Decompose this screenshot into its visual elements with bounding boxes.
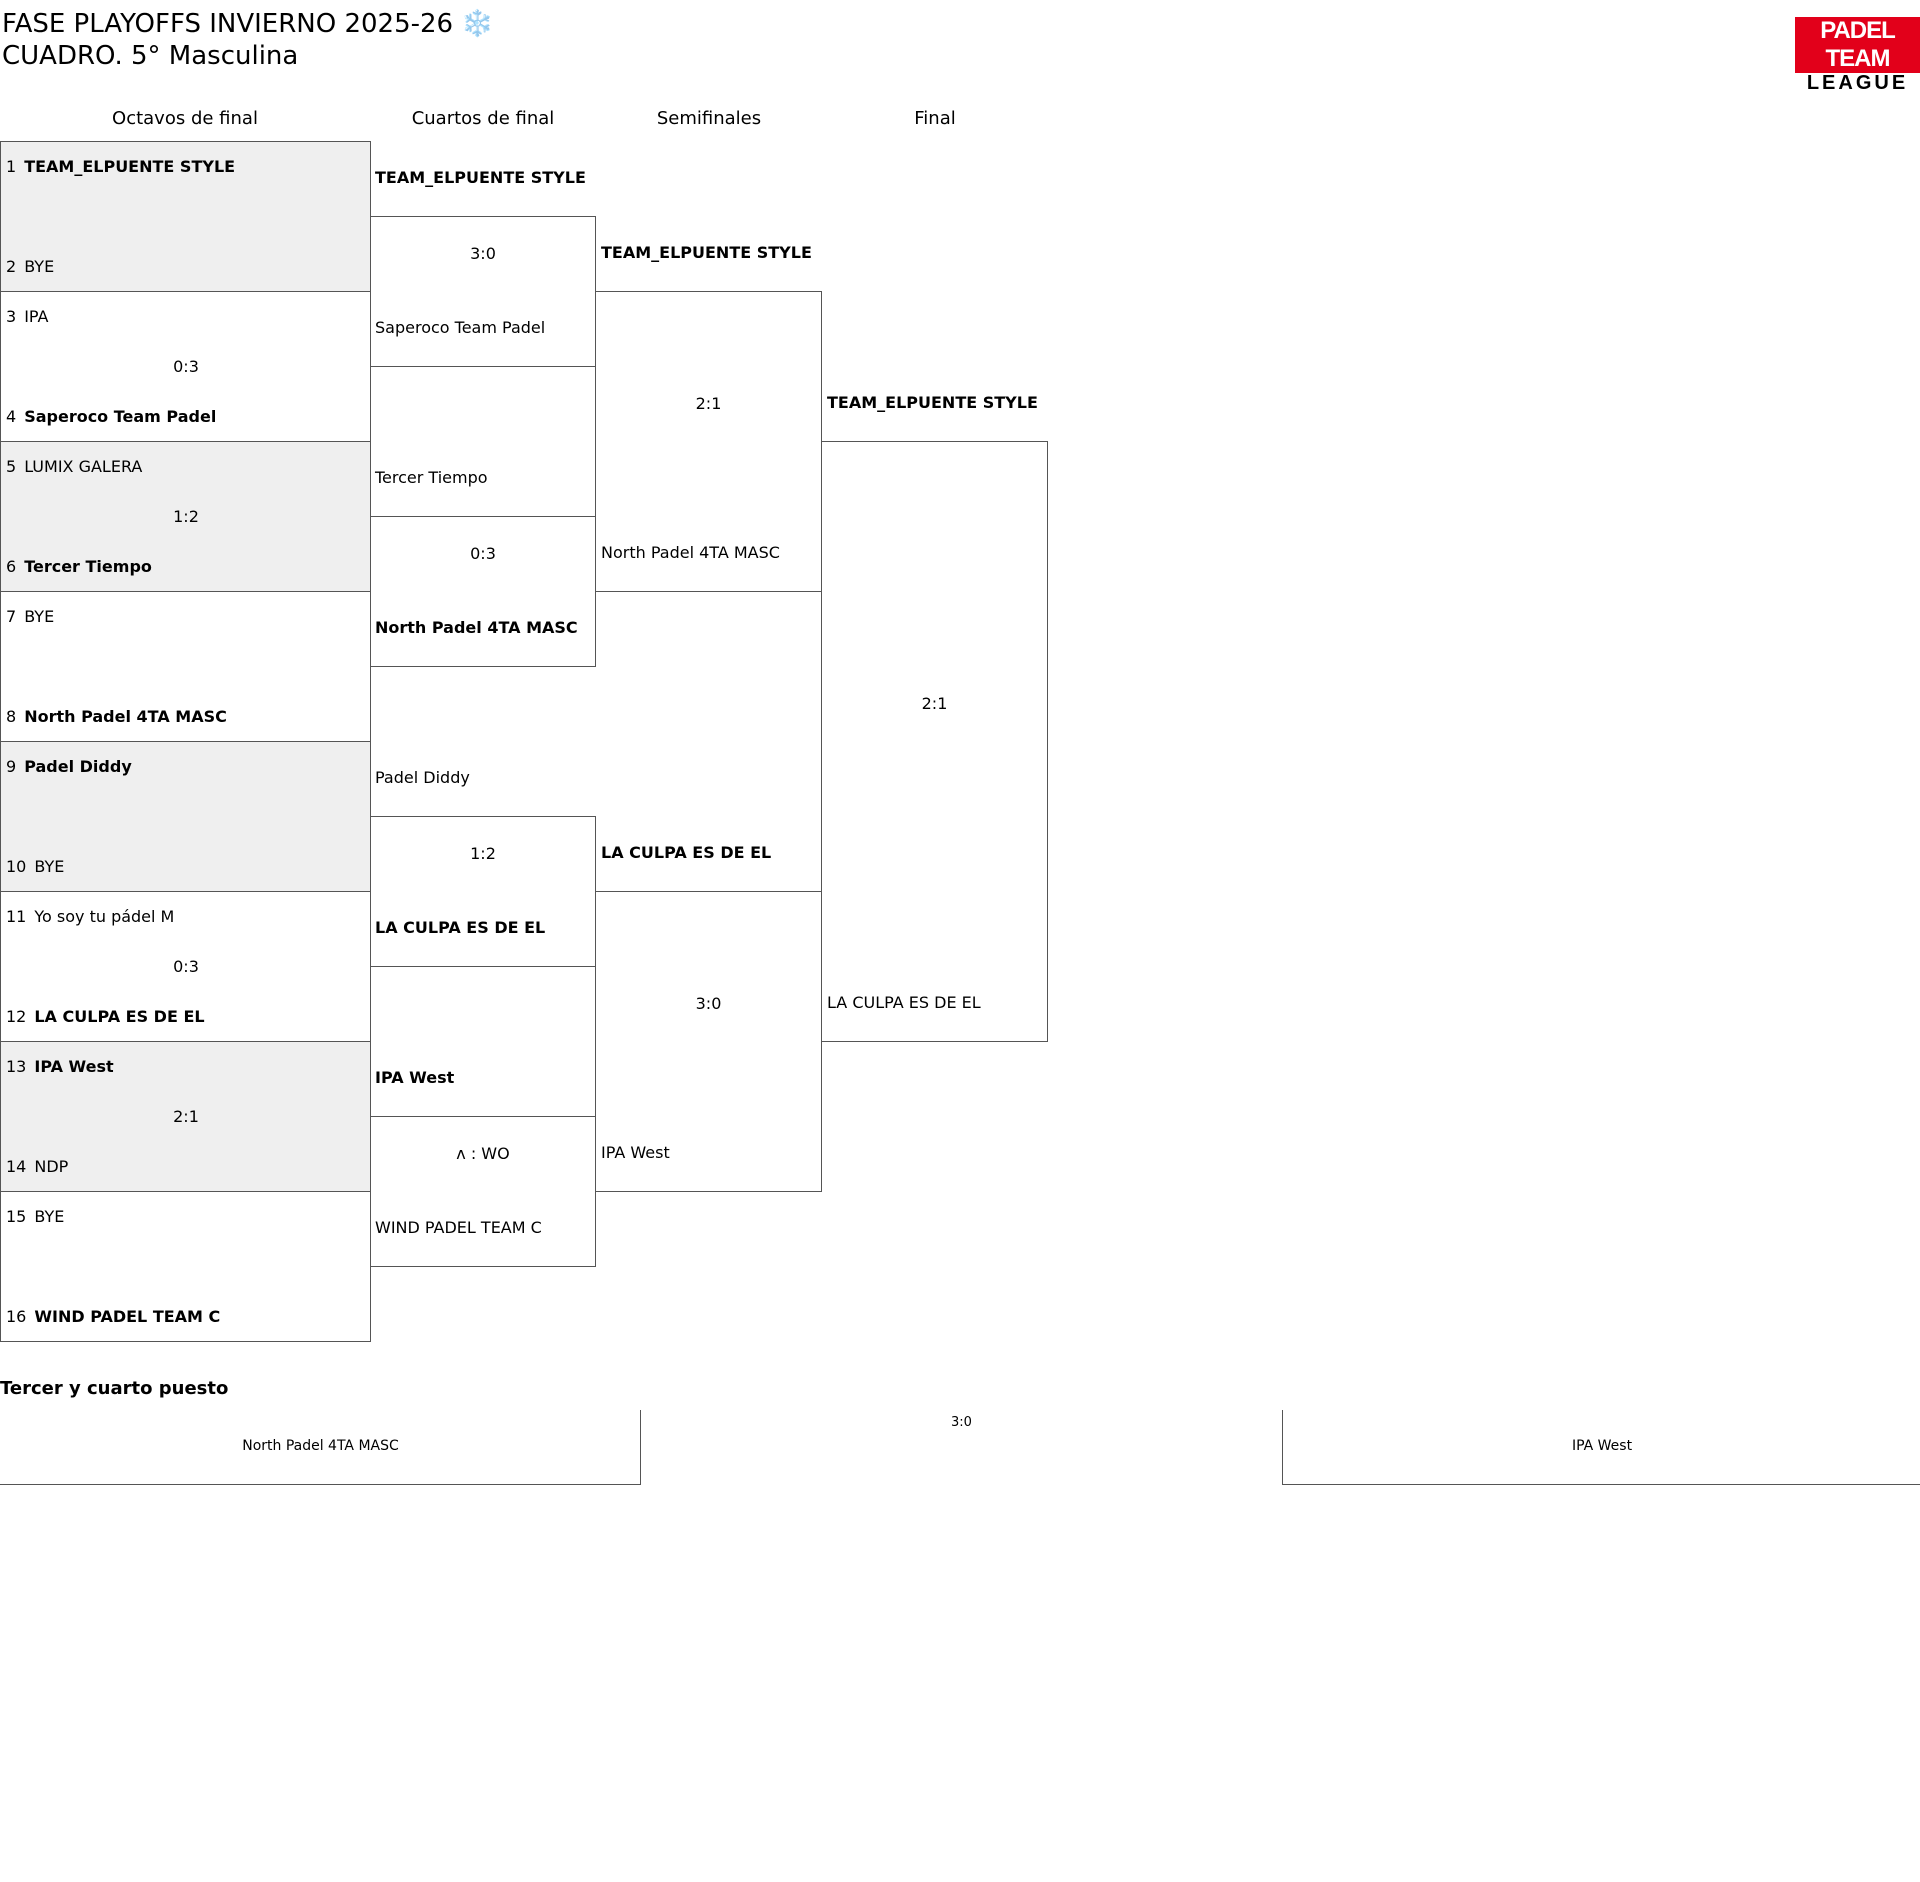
final-team-bottom: LA CULPA ES DE EL bbox=[827, 993, 981, 1012]
qf-score: 0:3 bbox=[470, 544, 496, 563]
r16-team-top: 7 BYE bbox=[6, 607, 55, 626]
third-place-team-left: North Padel 4TA MASC bbox=[242, 1438, 399, 1454]
round-header-qf: Cuartos de final bbox=[411, 108, 555, 129]
r16-team-bottom: 2 BYE bbox=[6, 257, 55, 276]
round-header-sf: Semifinales bbox=[656, 108, 762, 129]
r16-team-top: 9 Padel Diddy bbox=[6, 757, 132, 776]
qf-score: 1:2 bbox=[470, 844, 496, 863]
qf-match bbox=[370, 1116, 596, 1267]
page-title bbox=[2, 8, 494, 72]
qf-team-bottom: LA CULPA ES DE EL bbox=[375, 918, 546, 937]
r16-match bbox=[0, 1191, 371, 1342]
qf-match bbox=[370, 816, 596, 967]
r16-score: 0:3 bbox=[173, 357, 199, 376]
final-score: 2:1 bbox=[921, 694, 948, 713]
logo-line-2: LEAGUE bbox=[1806, 72, 1909, 94]
r16-match bbox=[0, 141, 371, 292]
league-logo bbox=[1795, 17, 1920, 93]
sf-score: 2:1 bbox=[695, 394, 722, 413]
sf-team-bottom: IPA West bbox=[601, 1143, 670, 1162]
final-match bbox=[821, 441, 1048, 1042]
qf-team-top: Padel Diddy bbox=[375, 768, 470, 787]
qf-score: ʌ : WO bbox=[456, 1144, 510, 1163]
r16-team-bottom: 16 WIND PADEL TEAM C bbox=[6, 1307, 221, 1326]
r16-team-top: 11 Yo soy tu pádel M bbox=[6, 907, 175, 926]
qf-team-top: IPA West bbox=[375, 1068, 455, 1087]
r16-match bbox=[0, 891, 371, 1042]
round-header-r16: Octavos de final bbox=[112, 108, 258, 129]
r16-match bbox=[0, 1041, 371, 1192]
r16-match bbox=[0, 591, 371, 742]
r16-team-top: 13 IPA West bbox=[6, 1057, 114, 1076]
logo-line-1: PADEL TEAM bbox=[1795, 17, 1920, 73]
qf-team-bottom: North Padel 4TA MASC bbox=[375, 618, 578, 637]
r16-team-top: 5 LUMIX GALERA bbox=[6, 457, 143, 476]
round-header-final: Final bbox=[914, 108, 956, 129]
r16-score: 1:2 bbox=[173, 507, 199, 526]
r16-match bbox=[0, 291, 371, 442]
qf-team-top: Tercer Tiempo bbox=[375, 468, 488, 487]
r16-team-bottom: 6 Tercer Tiempo bbox=[6, 557, 152, 576]
title-line-2: CUADRO. 5° Masculina bbox=[2, 41, 299, 71]
third-place-left-slot bbox=[0, 1410, 641, 1485]
r16-team-top: 3 IPA bbox=[6, 307, 49, 326]
sf-score: 3:0 bbox=[695, 994, 722, 1013]
qf-score: 3:0 bbox=[470, 244, 496, 263]
r16-team-top: 1 TEAM_ELPUENTE STYLE bbox=[6, 157, 236, 176]
third-place-score: 3:0 bbox=[951, 1415, 972, 1430]
r16-score: 0:3 bbox=[173, 957, 199, 976]
qf-team-bottom: WIND PADEL TEAM C bbox=[375, 1218, 542, 1237]
r16-team-bottom: 12 LA CULPA ES DE EL bbox=[6, 1007, 205, 1026]
sf-team-top: LA CULPA ES DE EL bbox=[601, 843, 772, 862]
sf-team-top: TEAM_ELPUENTE STYLE bbox=[601, 243, 812, 262]
r16-team-bottom: 8 North Padel 4TA MASC bbox=[6, 707, 227, 726]
r16-team-bottom: 4 Saperoco Team Padel bbox=[6, 407, 217, 426]
third-place-title: Tercer y cuarto puesto bbox=[0, 1378, 229, 1399]
r16-team-bottom: 10 BYE bbox=[6, 857, 65, 876]
r16-match bbox=[0, 441, 371, 592]
r16-team-bottom: 14 NDP bbox=[6, 1157, 69, 1176]
third-place-team-right: IPA West bbox=[1571, 1438, 1633, 1454]
final-team-top: TEAM_ELPUENTE STYLE bbox=[827, 393, 1038, 412]
r16-match bbox=[0, 741, 371, 892]
sf-team-bottom: North Padel 4TA MASC bbox=[601, 543, 780, 562]
qf-team-bottom: Saperoco Team Padel bbox=[375, 318, 546, 337]
qf-match bbox=[370, 516, 596, 667]
r16-team-top: 15 BYE bbox=[6, 1207, 65, 1226]
third-place-right-slot bbox=[1282, 1410, 1920, 1485]
r16-score: 2:1 bbox=[173, 1107, 199, 1126]
qf-team-top: TEAM_ELPUENTE STYLE bbox=[375, 168, 586, 187]
qf-match bbox=[370, 216, 596, 367]
title-line-1: FASE PLAYOFFS INVIERNO 2025-26 ❄️ bbox=[2, 9, 494, 39]
